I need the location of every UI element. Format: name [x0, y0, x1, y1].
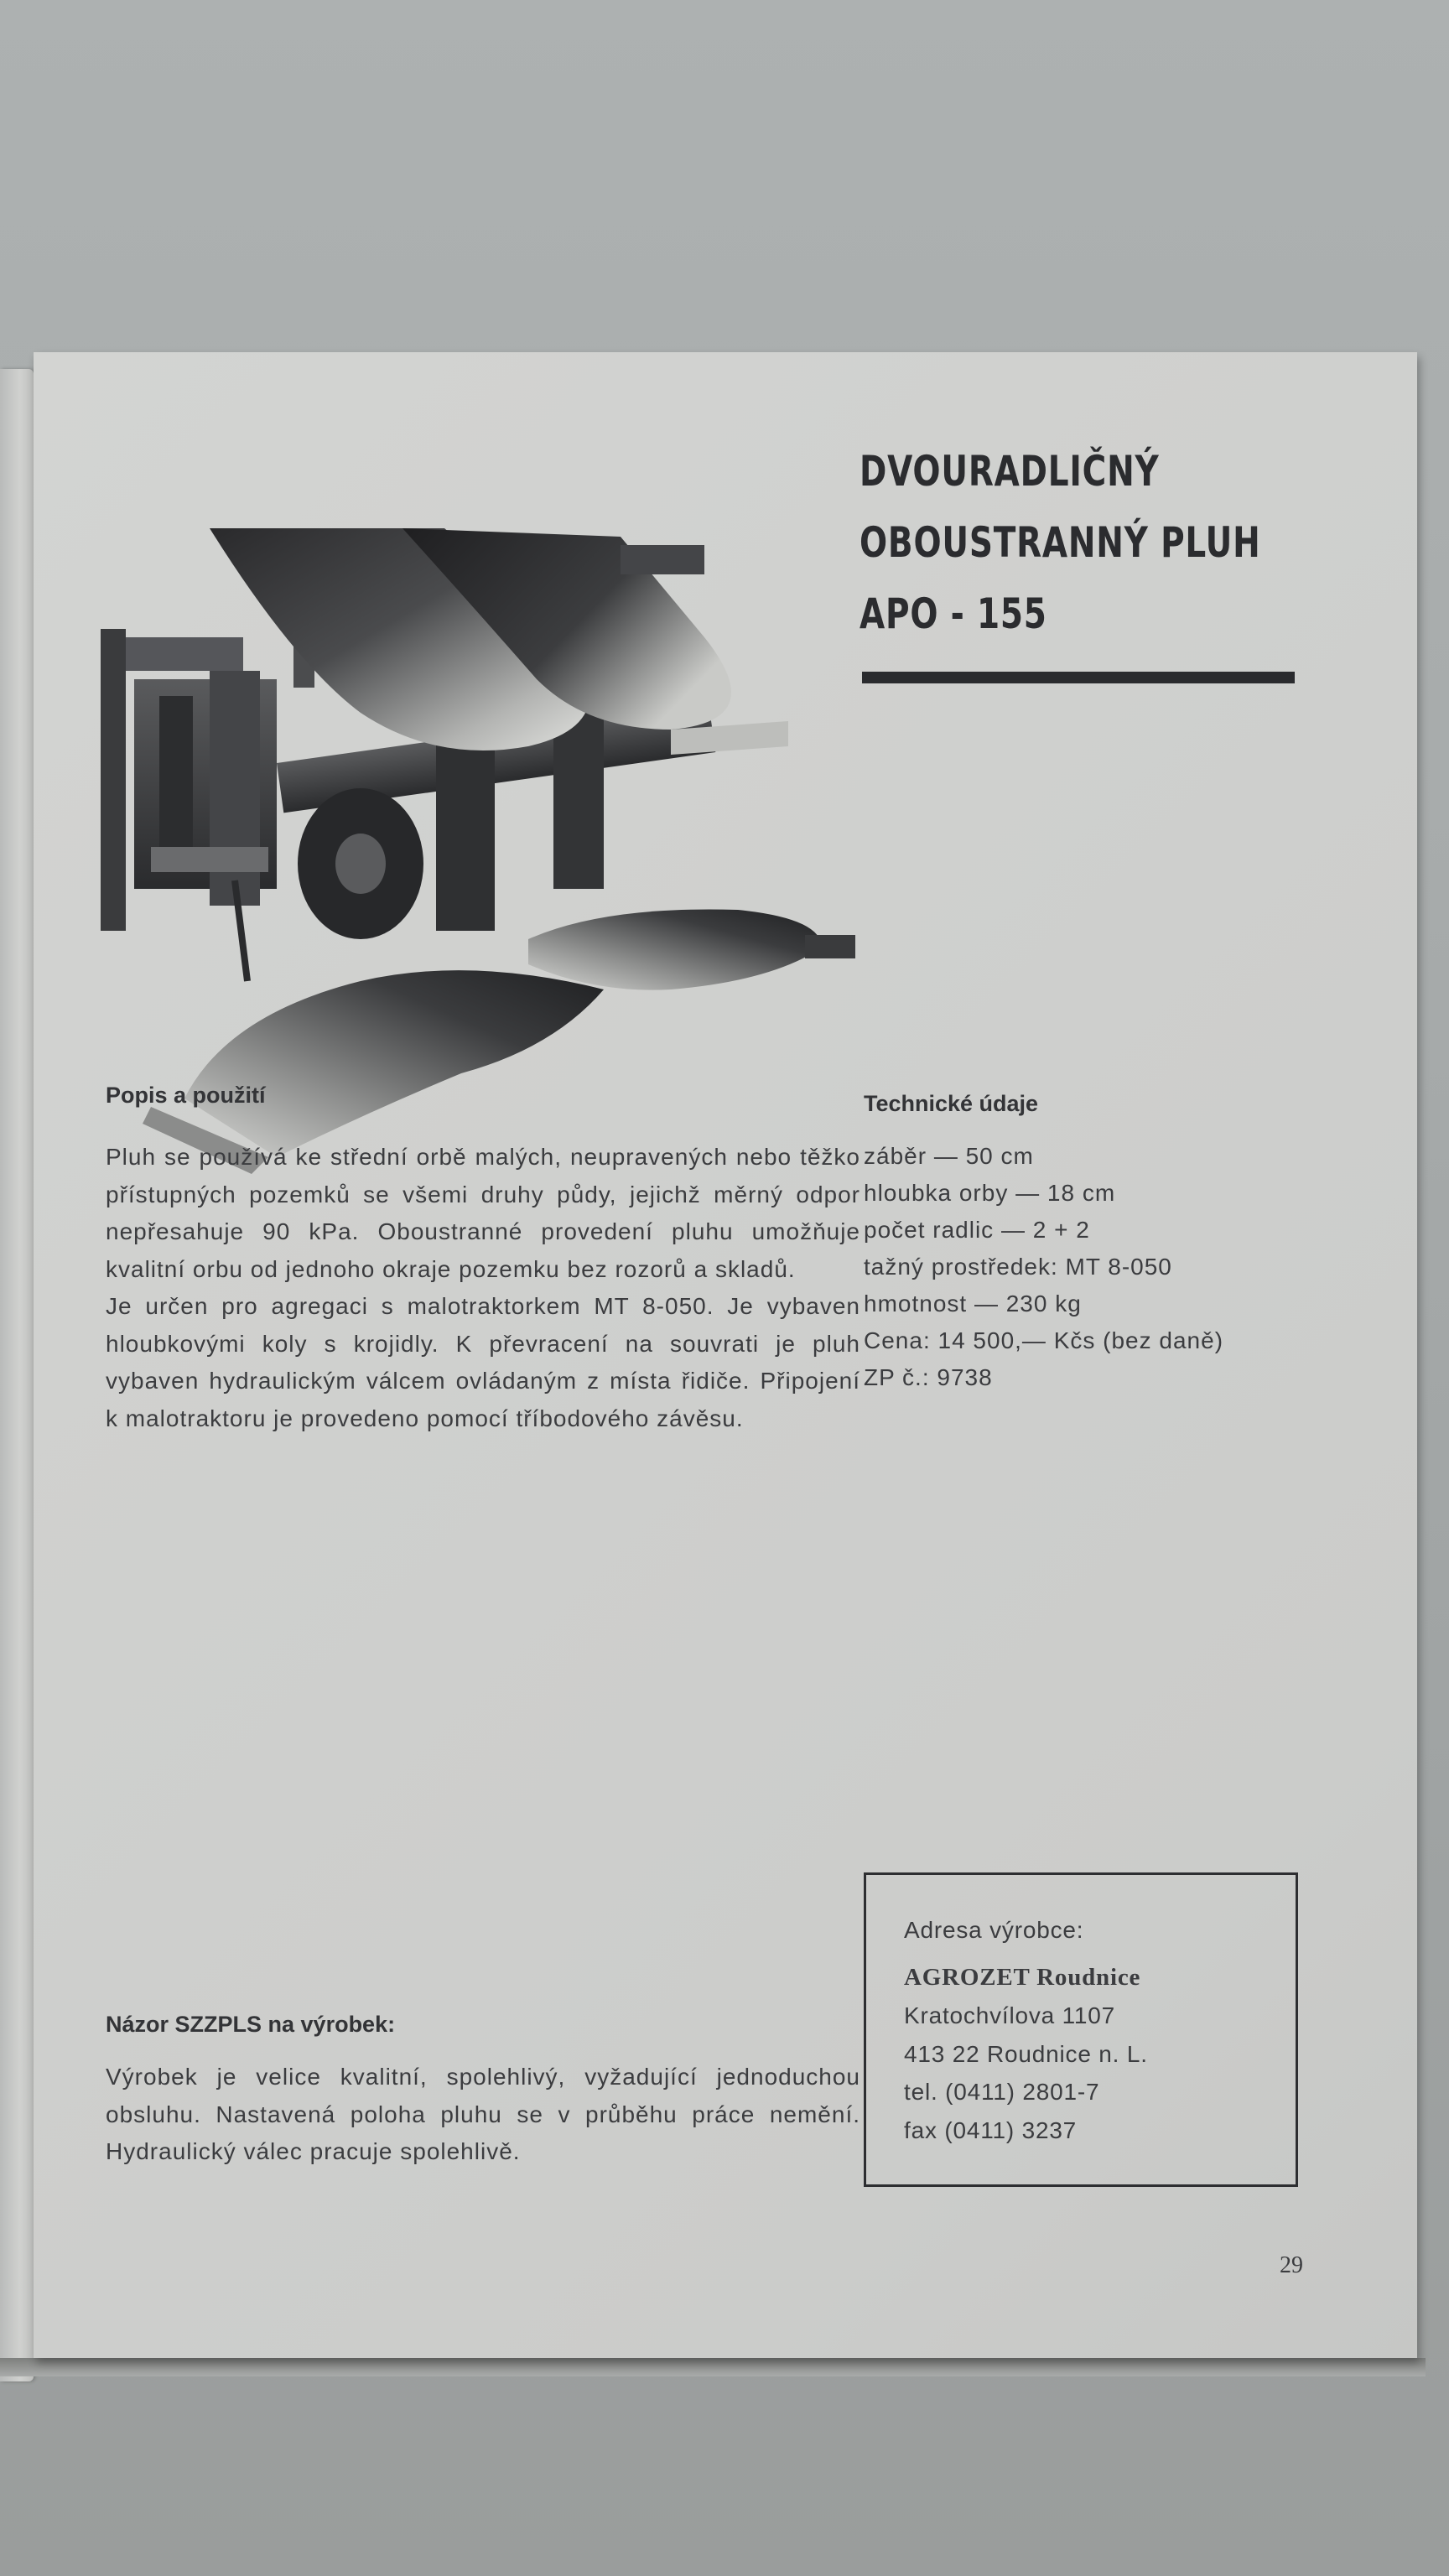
technical-item: počet radlic — 2 + 2: [864, 1217, 1090, 1243]
page-number: 29: [1280, 2252, 1303, 2278]
address-tel: tel. (0411) 2801-7: [904, 2079, 1100, 2105]
description-text: [106, 1139, 860, 1437]
technical-item: ZP č.: 9738: [864, 1364, 993, 1390]
technical-item: hmotnost — 230 kg: [864, 1291, 1082, 1317]
title-underline: [862, 672, 1295, 683]
technical-item: hloubka orby — 18 cm: [864, 1180, 1116, 1206]
description-paragraph-2: Je určen pro agregaci s malotraktorkem MT 8-050. Je vybaven hloubkovými koly s krojidly. K převracení na souvrati je pluh vybaven hydraulickým válcem ovládaným z místa řidiče. Připojení k malotraktoru je provedeno pomocí tříbodového závěsu.: [106, 1293, 860, 1431]
description-heading: Popis a použití: [106, 1083, 266, 1108]
opinion-text: [106, 2059, 860, 2171]
address-fax: fax (0411) 3237: [904, 2116, 1078, 2143]
product-title-line-3: APO - 155: [860, 589, 1047, 638]
manufacturer-address-box: [864, 1872, 1298, 2187]
technical-item: Cena: 14 500,— Kčs (bez daně): [864, 1327, 1224, 1353]
address-lines: [904, 1911, 1148, 2149]
address-label: Adresa výrobce:: [904, 1917, 1084, 1943]
opinion-heading: Názor SZZPLS na výrobek:: [106, 2012, 396, 2037]
description-paragraph-1: Pluh se používá ke střední orbě malých, neupravených nebo těžko přístupných pozemků se všemi druhy půdy, jejichž měrný odpor nepřesahuje 90 kPa. Oboustranné provedení pluhu umožňuje kvalitní orbu od jednoho okraje pozemku bez rozorů a skladů.: [106, 1144, 860, 1282]
technical-list: [864, 1138, 1223, 1396]
address-street: Kratochvílova 1107: [904, 2002, 1116, 2028]
left-page-edge: [0, 369, 34, 2381]
technical-heading: Technické údaje: [864, 1091, 1039, 1116]
technical-item: tažný prostředek: MT 8-050: [864, 1254, 1172, 1280]
address-company: AGROZET Roudnice: [904, 1963, 1141, 1991]
address-city: 413 22 Roudnice n. L.: [904, 2040, 1148, 2067]
catalog-page: [34, 352, 1417, 2358]
technical-item: záběr — 50 cm: [864, 1143, 1034, 1169]
product-title-line-1: DVOURADLIČNÝ: [860, 447, 1160, 496]
product-title: [860, 436, 1278, 650]
product-title-line-2: OBOUSTRANNÝ PLUH: [860, 518, 1261, 567]
opinion-paragraph: Výrobek je velice kvalitní, spolehlivý, vyžadující jednoduchou obsluhu. Nastavená poloha pluhu se v průběhu práce nemění. Hydraulický válec pracuje spolehlivě.: [106, 2064, 860, 2164]
booklet-bottom-edge: [0, 2358, 1426, 2376]
